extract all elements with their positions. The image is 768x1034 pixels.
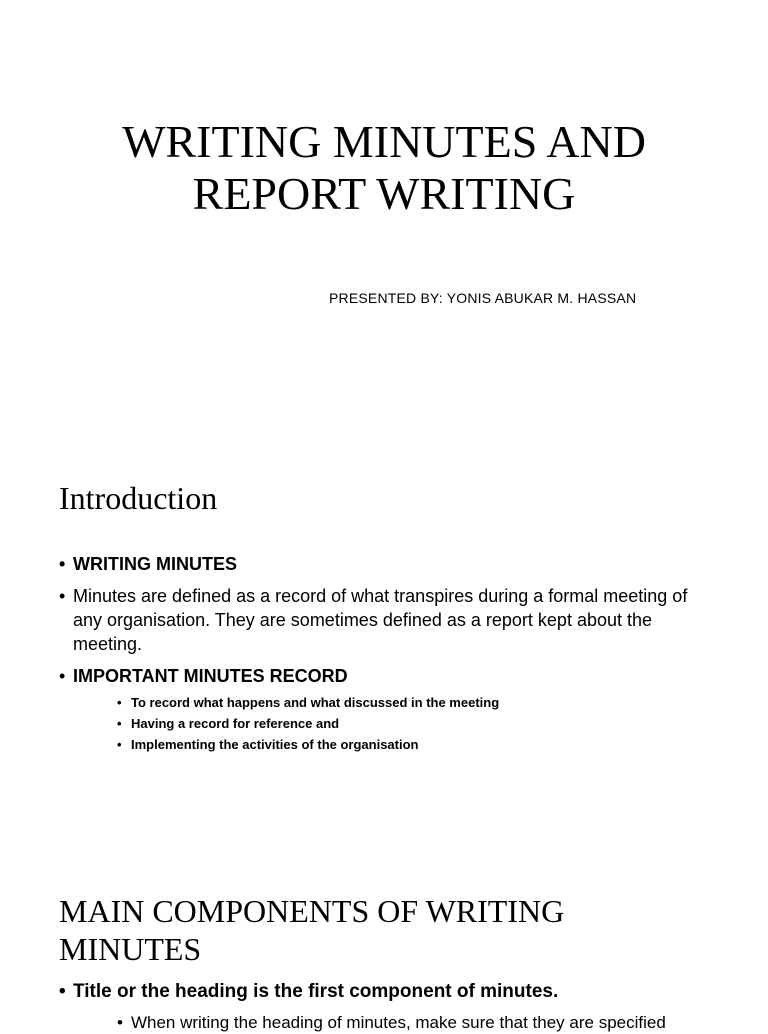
bullet-text: Title or the heading is the first component of minutes. bbox=[73, 981, 559, 1002]
bullet-title-heading bbox=[59, 980, 709, 1004]
sub-bullet-text: When writing the heading of minutes, make sure that they are specified bbox=[130, 1013, 666, 1032]
introduction-heading: Introduction bbox=[59, 480, 218, 516]
slide-title bbox=[0, 116, 768, 220]
bullet-writing-minutes bbox=[59, 552, 709, 576]
slide-title-line-2: REPORT WRITING bbox=[192, 168, 576, 219]
bullet-minutes-definition bbox=[59, 584, 709, 656]
heading-line-1: MAIN COMPONENTS OF WRITING bbox=[59, 893, 565, 929]
introduction-slide bbox=[0, 420, 768, 860]
main-components-heading bbox=[59, 892, 679, 968]
slide-title-line-1: WRITING MINUTES AND bbox=[122, 116, 646, 167]
sub-bullet-dot: • bbox=[117, 695, 122, 710]
main-components-slide bbox=[0, 870, 768, 1032]
sub-bullet-item bbox=[117, 734, 709, 755]
bullet-text: IMPORTANT MINUTES RECORD bbox=[73, 666, 348, 686]
sub-bullet-text: Implementing the activities of the organisation bbox=[131, 737, 419, 752]
partial-sub-bullet bbox=[117, 1012, 717, 1034]
sub-bullet-dot: • bbox=[117, 716, 122, 731]
heading-line-2: MINUTES bbox=[59, 931, 202, 967]
bullet-dot: • bbox=[59, 666, 66, 686]
main-components-bullet-list bbox=[59, 980, 709, 1012]
sub-bullet-item bbox=[117, 692, 709, 713]
sub-bullet-dot: • bbox=[117, 1013, 123, 1032]
sub-bullet-item bbox=[117, 713, 709, 734]
introduction-bullet-list bbox=[59, 552, 709, 763]
bullet-dot: • bbox=[59, 981, 66, 1002]
bullet-dot: • bbox=[59, 586, 66, 606]
bullet-important-minutes-record bbox=[59, 664, 709, 755]
sub-bullet-text: To record what happens and what discussed in the meeting bbox=[131, 695, 500, 710]
sub-bullet-dot: • bbox=[117, 737, 122, 752]
sub-bullet-list bbox=[117, 692, 709, 755]
sub-bullet-text: Having a record for reference and bbox=[131, 716, 340, 731]
bullet-dot: • bbox=[59, 554, 66, 574]
bullet-text: Minutes are defined as a record of what transpires during a formal meeting of any organisation. They are sometimes defined as a report kept about the meeting. bbox=[73, 586, 688, 654]
presenter-text: PRESENTED BY: YONIS ABUKAR M. HASSAN bbox=[329, 290, 637, 306]
title-slide bbox=[0, 0, 768, 420]
bullet-text: WRITING MINUTES bbox=[73, 554, 237, 574]
